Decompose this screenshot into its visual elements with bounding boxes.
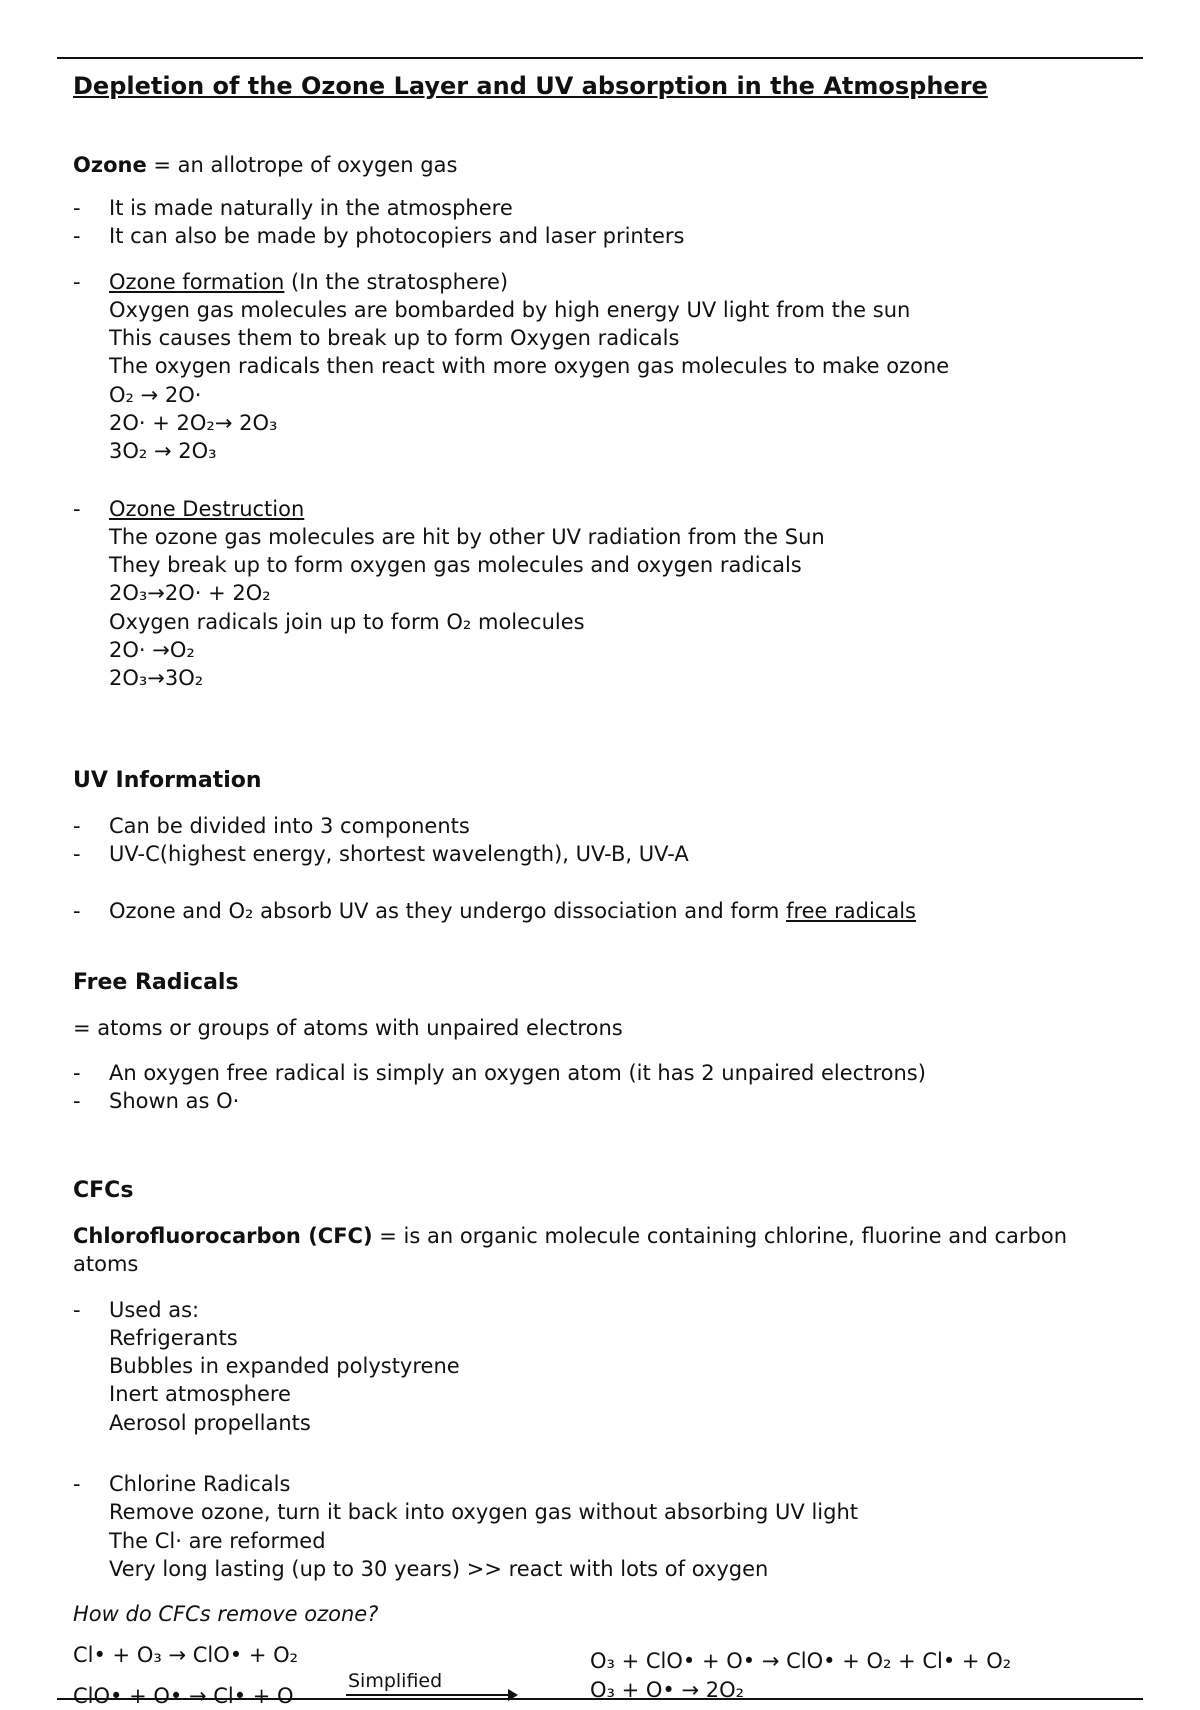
bullet-dash: - [73,1061,81,1085]
formation-suffix: (In the stratosphere) [284,270,509,294]
ozone-definition [73,151,457,179]
use-item: Bubbles in expanded polystyrene [109,1354,460,1378]
use-item: Aerosol propellants [109,1411,311,1435]
bullet-dash: - [73,1298,81,1322]
formation-heading [109,268,508,296]
uv-bullet-1: Can be divided into 3 components [109,814,470,838]
cfc-equation-right-1: O₃ + ClO• + O• → ClO• + O₂ + Cl• + O₂ [590,1649,1012,1673]
uv-bullet-3 [109,897,916,925]
free-radicals-link: free radicals [786,899,916,923]
top-rule [57,57,1143,59]
cfc-term: Chlorofluorocarbon (CFC) [73,1224,373,1248]
cfc-equation-left-2: ClO• + O• → Cl• + O [73,1684,294,1708]
chlorine-heading: Chlorine Radicals [109,1472,291,1496]
bullet-dash: - [73,842,81,866]
destruction-equation-2: 2O· →O₂ [109,638,195,662]
bullet-dash: - [73,899,81,923]
radicals-bullet-1: An oxygen free radical is simply an oxygen atom (it has 2 unpaired electrons) [109,1061,926,1085]
bullet-dash: - [73,814,81,838]
destruction-equation-1: 2O₃→2O· + 2O₂ [109,581,271,605]
formation-equation-3: 3O₂ → 2O₃ [109,439,217,463]
uv-heading: UV Information [73,768,262,793]
bullet-dash: - [73,1089,81,1113]
cfc-question: How do CFCs remove ozone? [73,1602,379,1626]
chlorine-line-3: Very long lasting (up to 30 years) >> react with lots of oxygen [109,1557,769,1581]
radicals-definition: = atoms or groups of atoms with unpaired electrons [73,1016,623,1040]
radicals-bullet-2: Shown as O· [109,1089,240,1113]
cfc-definition-line-2: atoms [73,1252,139,1276]
formation-line-2: This causes them to break up to form Oxygen radicals [109,326,680,350]
chlorine-line-2: The Cl· are reformed [109,1529,326,1553]
bullet-dash: - [73,497,81,521]
simplified-arrow-line [346,1694,513,1696]
cfc-definition [73,1222,1067,1250]
formation-equation-2: 2O· + 2O₂→ 2O₃ [109,411,278,435]
use-item: Refrigerants [109,1326,238,1350]
destruction-line-2: They break up to form oxygen gas molecules and oxygen radicals [109,553,802,577]
radicals-heading: Free Radicals [73,970,239,995]
destruction-line-3: Oxygen radicals join up to form O₂ molecules [109,610,585,634]
cfc-equation-right-2: O₃ + O• → 2O₂ [590,1678,745,1702]
formation-line-3: The oxygen radicals then react with more oxygen gas molecules to make ozone [109,354,950,378]
destruction-equation-3: 2O₃→3O₂ [109,666,204,690]
formation-equation-1: O₂ → 2O· [109,383,202,407]
ozone-term: Ozone [73,153,147,177]
uv-bullet-3-text: Ozone and O₂ absorb UV as they undergo dissociation and form [109,899,787,923]
bullet-dash: - [73,270,81,294]
formation-line-1: Oxygen gas molecules are bombarded by high energy UV light from the sun [109,298,911,322]
formation-label: Ozone formation [109,270,285,294]
ozone-definition-text: = an allotrope of oxygen gas [146,153,458,177]
bullet-dash: - [73,1472,81,1496]
ozone-bullet-2: It can also be made by photocopiers and laser printers [109,224,685,248]
use-item: Inert atmosphere [109,1382,291,1406]
bullet-dash: - [73,196,81,220]
bullet-dash: - [73,224,81,248]
cfcs-heading: CFCs [73,1178,134,1203]
used-as-label: Used as: [109,1298,200,1322]
destruction-line-1: The ozone gas molecules are hit by other UV radiation from the Sun [109,525,825,549]
page-title: Depletion of the Ozone Layer and UV absorption in the Atmosphere [73,72,988,100]
ozone-bullet-1: It is made naturally in the atmosphere [109,196,513,220]
chlorine-line-1: Remove ozone, turn it back into oxygen gas without absorbing UV light [109,1500,858,1524]
cfc-definition-text: = is an organic molecule containing chlorine, fluorine and carbon [372,1224,1067,1248]
simplified-label: Simplified [348,1670,443,1692]
destruction-heading: Ozone Destruction [109,497,305,521]
cfc-equation-left-1: Cl• + O₃ → ClO• + O₂ [73,1643,299,1667]
uv-bullet-2: UV-C(highest energy, shortest wavelength), UV-B, UV-A [109,842,689,866]
